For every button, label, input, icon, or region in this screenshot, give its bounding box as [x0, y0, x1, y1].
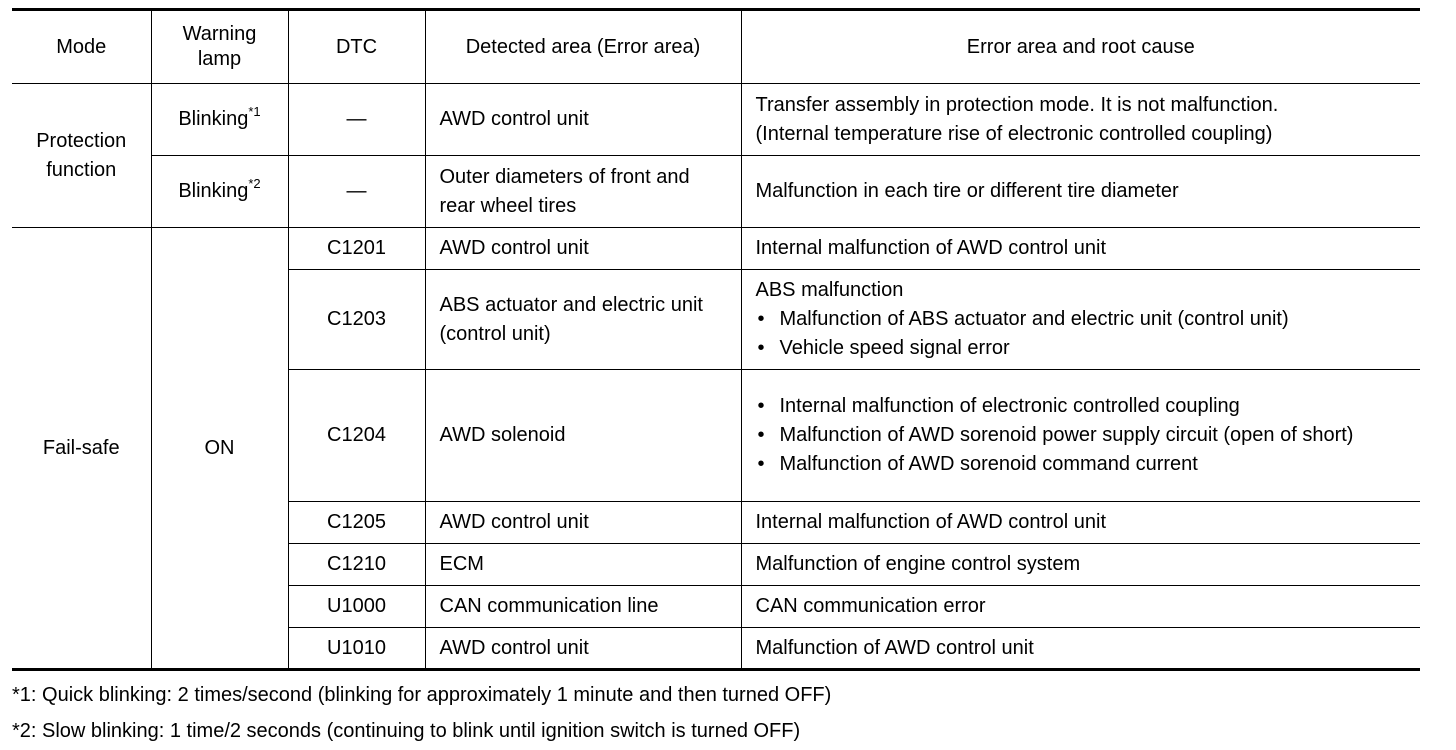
- warning-lamp-text: Blinking: [178, 108, 249, 130]
- dtc-table: [12, 8, 1420, 671]
- detected-area-cell: ECM: [425, 544, 741, 586]
- table-row: [12, 84, 1420, 156]
- warning-lamp-cell: [151, 84, 288, 156]
- header-warning-lamp: Warning lamp: [151, 10, 288, 84]
- detected-area-cell: AWD control unit: [425, 502, 741, 544]
- header-detected-area: Detected area (Error area): [425, 10, 741, 84]
- detected-area-cell: CAN communication line: [425, 586, 741, 628]
- list-item: • Malfunction of AWD sorenoid power supply circuit (open of short): [756, 421, 1407, 450]
- root-cause-list: [756, 392, 1407, 479]
- dtc-cell: C1204: [288, 370, 425, 502]
- footnote-marker: *1: [248, 104, 261, 119]
- detected-area-cell: AWD control unit: [425, 628, 741, 670]
- table-row: [12, 156, 1420, 228]
- dtc-cell: C1203: [288, 270, 425, 370]
- table-row: [12, 228, 1420, 270]
- detected-area-cell: AWD solenoid: [425, 370, 741, 502]
- root-cause-cell: [741, 370, 1420, 502]
- dtc-cell: U1000: [288, 586, 425, 628]
- detected-area-cell: ABS actuator and electric unit (control unit): [425, 270, 741, 370]
- dtc-cell: —: [288, 84, 425, 156]
- dtc-cell: C1205: [288, 502, 425, 544]
- root-cause-list: [756, 305, 1407, 363]
- mode-cell-protection: Protection function: [12, 84, 151, 228]
- detected-area-cell: AWD control unit: [425, 228, 741, 270]
- list-item: • Vehicle speed signal error: [756, 334, 1407, 363]
- root-cause-cell: [741, 270, 1420, 370]
- dtc-cell: U1010: [288, 628, 425, 670]
- root-cause-line: Transfer assembly in protection mode. It is not malfunction.: [755, 93, 1279, 116]
- warning-lamp-cell: [151, 156, 288, 228]
- warning-lamp-text: Blinking: [178, 180, 249, 202]
- root-cause-cell: Internal malfunction of AWD control unit: [741, 502, 1420, 544]
- root-cause-cell: CAN communication error: [741, 586, 1420, 628]
- root-cause-cell: Malfunction in each tire or different tire diameter: [741, 156, 1420, 228]
- list-item: • Internal malfunction of electronic controlled coupling: [756, 392, 1407, 421]
- list-item: • Malfunction of AWD sorenoid command current: [756, 450, 1407, 479]
- mode-cell-failsafe: Fail-safe: [12, 228, 151, 670]
- root-cause-heading: ABS malfunction: [755, 279, 904, 301]
- detected-area-cell: AWD control unit: [425, 84, 741, 156]
- header-root-cause: Error area and root cause: [741, 10, 1420, 84]
- header-mode: Mode: [12, 10, 151, 84]
- root-cause-line: (Internal temperature rise of electronic controlled coupling): [755, 122, 1273, 145]
- warning-lamp-cell-on: ON: [151, 228, 288, 670]
- list-item: • Malfunction of ABS actuator and electric unit (control unit): [756, 305, 1407, 334]
- root-cause-cell: Malfunction of engine control system: [741, 544, 1420, 586]
- detected-area-cell: Outer diameters of front and rear wheel tires: [425, 156, 741, 228]
- table-header-row: [12, 10, 1420, 84]
- footnote-1: *1: Quick blinking: 2 times/second (blinking for approximately 1 minute and then turned OFF): [12, 684, 832, 706]
- root-cause-cell: [741, 84, 1420, 156]
- header-dtc: DTC: [288, 10, 425, 84]
- footnote-2: *2: Slow blinking: 1 time/2 seconds (continuing to blink until ignition switch is turned OFF): [12, 720, 801, 742]
- dtc-cell: C1210: [288, 544, 425, 586]
- root-cause-cell: Internal malfunction of AWD control unit: [741, 228, 1420, 270]
- root-cause-cell: Malfunction of AWD control unit: [741, 628, 1420, 670]
- dtc-cell: C1201: [288, 228, 425, 270]
- footnote-marker: *2: [248, 176, 261, 191]
- dtc-cell: —: [288, 156, 425, 228]
- footnotes: [12, 677, 831, 749]
